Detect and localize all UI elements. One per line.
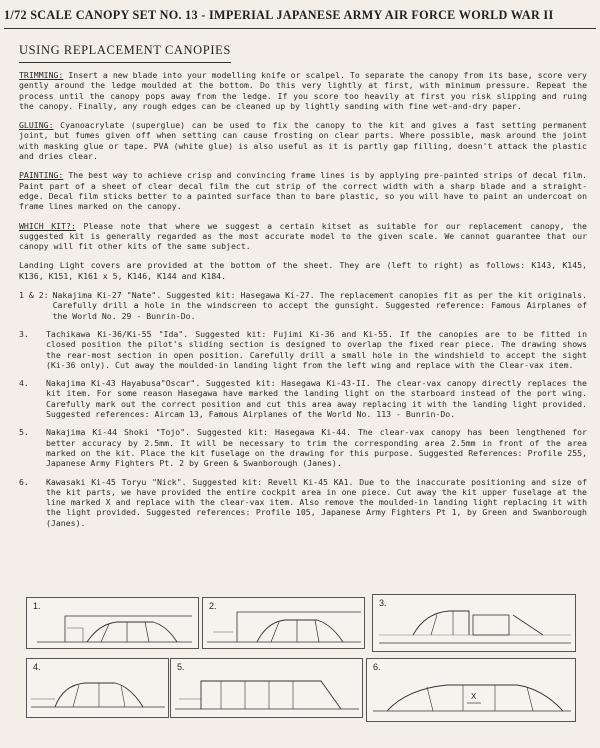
gluing-text: Cyanoacrylate (superglue) can be used to fix the canopy to the kit and gives a fast setting permanent joint, but fumes given off when setting can cause frosting on clear parts. Where possible, mask around the joint with masking glue or tape. PVA (white glue) is also useful as it is partly gap filling, doesn't attack the plastic and dries clear.: [19, 120, 587, 162]
figure-2: [202, 597, 365, 649]
figure-label: 4.: [33, 662, 41, 672]
item-text: Nakajima Ki-44 Shoki "Tojo". Suggested kit: Hasegawa Ki-44. The clear-vax canopy has been lengthened for better accuracy by 2.5mm. It will be necessary to trim the corresponding area 2.5mm in front of the area marked on the kit. Place the kit fuselage on the drawing for this purpose. Suggested References: Profile 255, Japanese Army Fighters Pt. 2 by Green & Swanborough (Janes).: [46, 427, 587, 469]
list-item: [19, 477, 587, 528]
gluing-lead: GLUING:: [19, 120, 54, 131]
list-item: [19, 427, 587, 468]
which-kit-text: Please note that where we suggest a certain kitset as suitable for our replacement canopy, the suggested kit is generally regarded as the most accurate model to the given scale. We cannot guarantee that our canopy will fit other kits of the same subject.: [19, 220, 587, 252]
which-kit-paragraph: [19, 221, 587, 252]
item-text: Tachikawa Ki-36/Ki-55 "Ida". Suggested kit: Fujimi Ki-36 and Ki-55. If the canopies are to be fitted in closed position the pilot's sliding section is designed to overlap the fixed rear piece. The drawing shows the rear-most section in open position. Carefully drill a small hole in the windshield to accept the sight (Ki-36 only). Cut away the moulded-in landing light from the left wing and replace with the Clear-vax item.: [46, 328, 587, 370]
painting-lead: PAINTING:: [19, 170, 64, 181]
figure-label: 1.: [33, 601, 41, 611]
figure-3: [372, 594, 576, 652]
list-item: [19, 290, 587, 321]
canopy-drawing-4: [27, 659, 170, 719]
heading-underline: [19, 62, 231, 63]
trimming-text: Insert a new blade into your modelling knife or scalpel. To separate the canopy from its base, score very gently around the ledge moulded at the bottom. Do this very lightly at first, with minimum pressure. Repeat the process until the canopy pops away from the ledge. If you score too heavily at first you risk slipping and ruing the canopy. Finally, any rough edges can be cleaned up by lightly sanding with fine wet-and-dry paper.: [19, 70, 587, 111]
landing-light-paragraph: Landing Light covers are provided at the bottom of the sheet. They are (left to right) as follows: K143, K145, K136, K151, K161 x 5, K146, K144 and K184.: [19, 260, 587, 281]
figure-label: 2.: [209, 601, 217, 611]
figure-label: 6.: [373, 662, 381, 672]
gluing-paragraph: [19, 120, 587, 161]
which-kit-lead: WHICH KIT?:: [19, 220, 76, 231]
painting-text: The best way to achieve crisp and convincing frame lines is by applying pre-painted strips of decal film. Paint part of a sheet of clear decal film the cut strip of the correct width with a sharp blade and a straight-edge. Decal film sticks better to a painted surface than to bare plastic, so you will have to paint an undercoat on frame lines marked on the canopy.: [19, 170, 587, 212]
trimming-paragraph: [19, 70, 587, 111]
item-number: 5.: [19, 427, 29, 438]
item-text: Kawasaki Ki-45 Toryu "Nick". Suggested kit: Revell Ki-45 KA1. Due to the inaccurate positioning and size of the kit parts, we have provided the entire cockpit area in one piece. Cut away the kit upper fuselage at the line marked X and replace with the clear-vax item. Also remove the moulded-in landing light replacing it with the light provided. Suggested references: Profile 105, Japanese Army Fighters Pt 1, by Green and Swanborough (Janes).: [46, 476, 587, 528]
figure-4: [26, 658, 169, 718]
figure-6: [366, 658, 576, 722]
trimming-lead: TRIMMING:: [19, 70, 64, 80]
list-item: [19, 378, 587, 419]
title-rule: [4, 28, 596, 29]
figure-1: [26, 597, 199, 649]
sheet-title: 1/72 SCALE CANOPY SET NO. 13 - IMPERIAL JAPANESE ARMY AIR FORCE WORLD WAR II: [4, 8, 554, 22]
canopy-drawing-5: [171, 659, 364, 719]
figure-5: [170, 658, 363, 718]
painting-paragraph: [19, 170, 587, 211]
item-number: 3.: [19, 328, 29, 339]
canopy-drawing-1: [27, 598, 200, 650]
item-number: 4.: [19, 378, 29, 389]
figure-label: 5.: [177, 662, 185, 672]
item-text: Nakajima Ki-43 Hayabusa"Oscar". Suggested kit: Hasegawa Ki-43-II. The clear-vax canopy directly replaces the kit item. For some reason Hasegawa have marked the landing light on the starboard instead of the port wing. Carefully mark out the correct position and cut this area away replacing it with the landing light provided. Suggested references: Aircam 13, Famous Airplanes of the World No. 113 - Bunrin-Do.: [46, 378, 587, 420]
item-number: 1 & 2:: [19, 290, 49, 301]
item-text: Nakajima Ki-27 "Nate". Suggested kit: Hasegawa Ki-27. The replacement canopies fit as per the kit originals. Carefully drill a hole in the windscreen to accept the gunsight. Suggested reference: Famous Airplanes of the World No. 29 - Bunrin-Do.: [52, 290, 587, 321]
section-heading: USING REPLACEMENT CANOPIES: [19, 43, 231, 57]
canopy-drawing-3: [373, 595, 577, 653]
item-number: 6.: [19, 476, 29, 487]
cut-line-x-mark: X: [471, 692, 477, 701]
canopy-drawing-6: [367, 659, 577, 723]
canopy-drawing-2: [203, 598, 366, 650]
figure-label: 3.: [379, 598, 387, 608]
list-item: [19, 329, 587, 370]
instructions-body: [19, 70, 587, 536]
